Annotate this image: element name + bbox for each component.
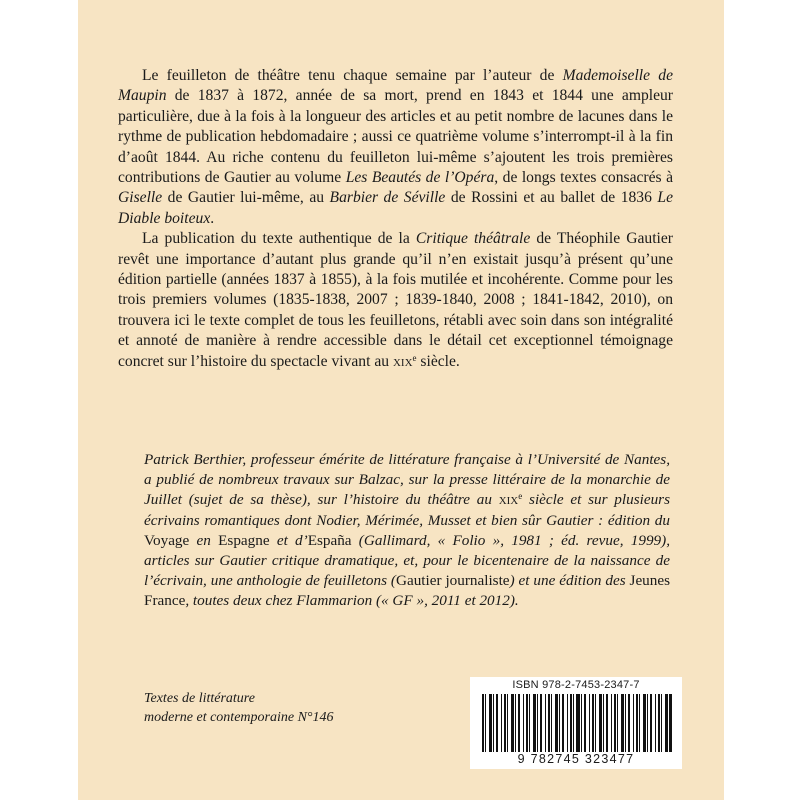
text-span: en (189, 531, 219, 549)
text-span: . (210, 209, 215, 227)
series-label (144, 689, 404, 727)
text-span: et d’ (269, 531, 308, 549)
century-numeral: xix (498, 491, 519, 509)
text-span: La publication du texte authentique de la (142, 230, 416, 248)
text-span: Patrick Berthier, professeur émérite de littérature française à l’Université de Nantes, a publié de nombreux travaux sur Balzac, sur la presse littéraire de la monarchie de Juillet (sujet de sa thèse), sur l’histoire du théâtre au (144, 451, 670, 509)
ordinal-sup: e (412, 352, 417, 363)
barcode-guard-left (482, 694, 484, 760)
title-upright: Espagne (218, 531, 270, 549)
title-upright: Voyage (144, 531, 190, 549)
text-span: de Rossini et au ballet de 1836 (445, 189, 658, 207)
title-upright: Gautier journaliste (395, 572, 510, 590)
text-span: de Théophile Gautier revêt une importance d’autant plus grande qu’il n’en existait jusqu’à présent qu’une édition partielle (années 1837 à 1855), à la fois mutilée et incohérente. Comme pour les trois premiers volumes (1835-1838, 2007 ; 1839-1840, 2008 ; 1841-1842, 2010), on trouvera ici le texte complet de tous les feuilletons, rétabli avec soin dans son intégralité et annoté de manière à rendre accessible dans le détail cet exceptionnel témoignage concret sur l’histoire du spectacle vivant au (118, 230, 673, 370)
title-upright: Jeunes France (144, 572, 671, 610)
title-italic: Mademoiselle de Maupin (118, 67, 673, 105)
ordinal-sup: e (518, 491, 523, 502)
title-italic: Le Diable boiteux (118, 189, 673, 227)
paragraph-2 (118, 229, 673, 372)
century-numeral: xix (392, 352, 413, 370)
title-italic: Critique théâtrale (415, 230, 531, 248)
isbn-barcode (470, 677, 682, 769)
text-span: de 1837 à 1872, année de sa mort, prend en 1843 et 1844 une ampleur particulière, due à la fois à la longueur des articles et au petit nombre de lacunes dans le rythme de publication hebdomadaire ; aussi ce quatrième volume s’interrompt-il à la fin d’août 1844. Au riche contenu du feuilleton lui-même s’ajoutent les trois premières contributions de Gautier au volume (118, 87, 673, 187)
isbn-text: ISBN 978-2-7453-2347-7 (512, 679, 640, 691)
text-span: , toutes deux chez Flammarion (« GF », 2011 et 2012). (185, 592, 519, 610)
barcode-digits: 9 782745 323477 (470, 752, 682, 766)
series-line-1: Textes de littérature (144, 691, 255, 706)
author-bio (144, 450, 670, 612)
title-upright: España (307, 531, 352, 549)
main-description (118, 66, 673, 372)
series-line-2: moderne et contemporaine N°146 (144, 710, 334, 725)
title-italic: Giselle (118, 189, 163, 207)
text-span: de Gautier lui-même, au (162, 189, 330, 207)
text-span: Le feuilleton de théâtre tenu chaque semaine par l’auteur de (142, 67, 563, 84)
text-span: ) et une édition des (509, 572, 630, 590)
text-span: (Gallimard, « Folio », 1981 ; éd. revue, 1999), articles sur Gautier critique dramatique, et, pour le bicentenaire de la naissance de l’écrivain, une anthologie de feuilletons ( (144, 531, 670, 590)
text-span: siècle et sur plusieurs écrivains romantiques dont Nodier, Mérimée, Musset et bien sûr Gautier : édition du (144, 491, 670, 529)
title-italic: Les Beautés de l’Opéra (345, 169, 495, 187)
barcode-guard-right (670, 694, 672, 760)
paragraph-1 (118, 66, 673, 229)
text-span: siècle. (416, 352, 460, 370)
title-italic: Barbier de Séville (329, 189, 446, 207)
barcode-guard-center (576, 694, 578, 760)
text-span: , de longs textes consacrés à (494, 169, 673, 187)
